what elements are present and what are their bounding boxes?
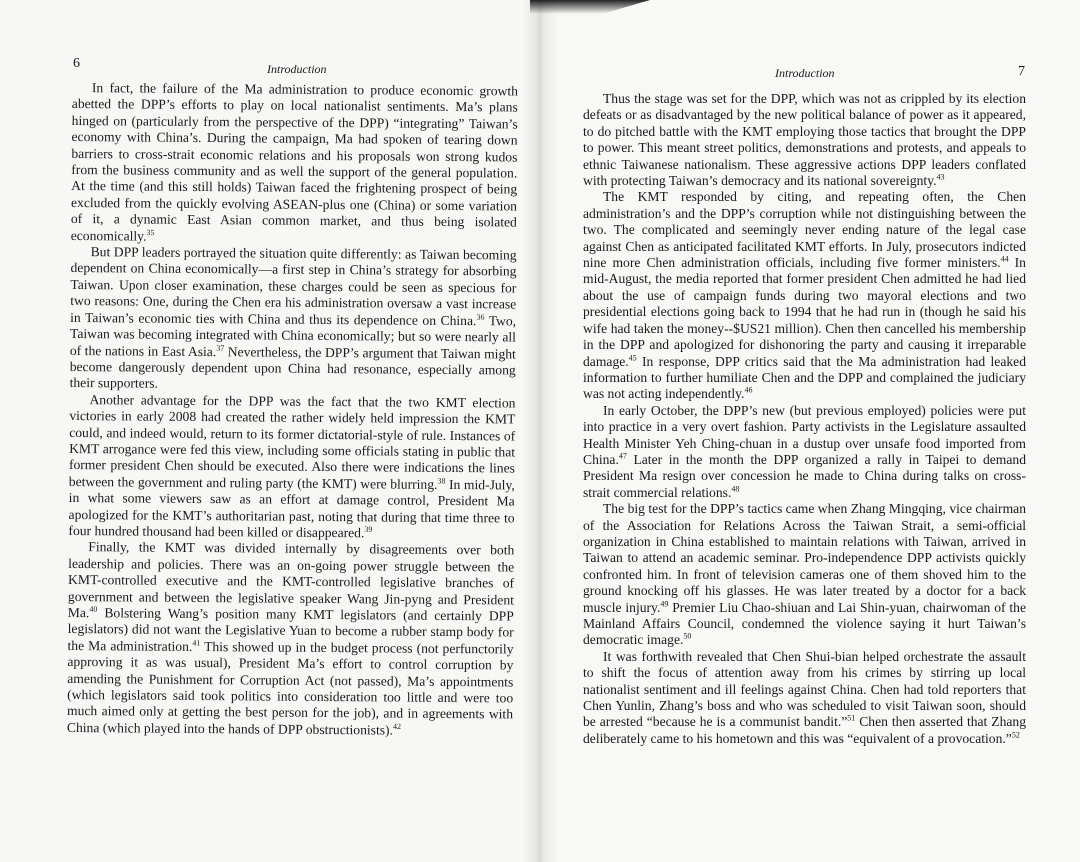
footnote-ref: 36: [476, 312, 485, 322]
footnote-ref: 43: [936, 172, 945, 182]
paragraph: But DPP leaders portrayed the situation quite differently: as Taiwan becoming dependent on China economically—a first step in China’s strategy for absorbing Taiwan. Upon closer examination, these charges could be seen as specious for two reasons: One, during the Chen era his administration oversaw a vast increase in Taiwan’s economic ties with China and thus its dependence on China.$^{36}$ Two, Taiwan was becoming integrated with China economically; but so were nearly all of the nations in East Asia.$^{37}$ Nevertheless, the DPP’s argument that Taiwan might become dangerously dependent upon China had resonance, especially among their supporters.: [69, 244, 517, 391]
footnote-ref: 42: [392, 721, 402, 731]
running-head: Introduction: [775, 66, 835, 80]
footnote-ref: 37: [216, 343, 225, 353]
footnote-ref: 51: [847, 713, 856, 723]
paragraph: In early October, the DPP’s new (but previous employed) policies were put into practice in a very overt fashion. Party activists in the Legislature assaulted Health Minister Yeh Ching-chuan in a dustup over unsafe food imported from China.$^{47}$ Later in the month the DPP organized a rally in Taipei to demand President Ma resign over concession he made to China during talks on cross-strait commercial relations.$^{48}$: [583, 402, 1026, 500]
body-text: [67, 80, 518, 740]
footnote-ref: 39: [364, 524, 373, 534]
footnote-ref: 52: [1011, 730, 1020, 740]
paragraph: In fact, the failure of the Ma administration to produce economic growth abetted the DPP’s efforts to play on local nationalist sentiments. Ma’s plans hinged on (particularly from the perspective of the DPP) “integrating” Taiwan’s economy with China’s. During the campaign, Ma had spoken of tearing down barriers to cross-strait economic relations and his proposals won strong kudos from the business community and as well the support of the general population. At the time (and this still holds) Taiwan faced the frightening prospect of being excluded from the quickly evolving ASEAN-plus one (China) or some variation of it, a dynamic East Asian common market, and thus being isolated economically.$^{35}$: [70, 80, 518, 244]
footnote-ref: 40: [89, 604, 98, 614]
running-head: Introduction: [267, 62, 327, 76]
footnote-ref: 44: [1000, 254, 1009, 264]
footnote-ref: 45: [628, 352, 637, 362]
footnote-ref: 49: [660, 599, 669, 609]
paragraph: Thus the stage was set for the DPP, which was not as crippled by its election defeats or as disadvantaged by the new political balance of power as it appeared, to do pitched battle with the KMT employing those tactics that brought the DPP to power. This meant street politics, demonstrations and protests, and appeals to ethnic Taiwanese nationalism. These aggressive actions DPP leaders conflated with protecting Taiwan’s democracy and its national sovereignty.$^{43}$: [583, 91, 1026, 189]
paragraph: Finally, the KMT was divided internally by disagreements over both leadership and policies. There was an on-going power struggle between the KMT-controlled executive and the KMT-controlled legislative branches of government and between the legislative speaker Wang Jin-pyng and President Ma.$^{40}$ Bolstering Wang’s position many KMT legislators (and certainly DPP legislators) did not want the Legislative Yuan to become a rubber stamp body for the Ma administration.$^{41}$ This showed up in the budget process (not perfunctorily approving it as was usual), President Ma’s effort to control corruption by amending the Punishment for Corruption Act (not passed), Ma’s appointments (which legislators said took politics into consideration too little and were too much aimed only at getting the best person for the job), and in agreements with China (which played into the hands of DPP obstructionists).$^{42}$: [66, 539, 515, 738]
paragraph: The big test for the DPP’s tactics came when Zhang Mingqing, vice chairman of the Association for Relations Across the Taiwan Strait, a semi-official organization in China established to maintain relations with Taiwan, arrived in Taiwan to attend an academic seminar. Pro-independence DPP activists quickly confronted him. In front of television cameras one of them shoved him to the ground knocking off his glasses. He was later treated by a doctor for a back muscle injury.$^{49}$ Premier Liu Chao-shiuan and Lai Shin-yuan, chairwoman of the Mainland Affairs Council, condemned the violence saying it hurt Taiwan’s democratic image.$^{50}$: [583, 501, 1026, 648]
book-gutter: [522, 0, 558, 862]
page-number: 7: [1018, 64, 1025, 79]
paragraph: It was forthwith revealed that Chen Shui-bian helped orchestrate the assault to shift the focus of attention away from his crimes by stirring up local nationalist sentiment and ill feelings against China. Chen had told reporters that Chen Yunlin, Zhang’s boss and who was scheduled to visit Taiwan soon, should be arrested “because he is a communist bandit.”$^{51}$ Chen then asserted that Zhang deliberately came to his hometown and this was “equivalent of a provocation.”$^{52}$: [583, 648, 1026, 746]
footnote-ref: 48: [731, 484, 740, 494]
page-number: 6: [73, 56, 80, 71]
footnote-ref: 46: [744, 385, 753, 395]
paragraph: Another advantage for the DPP was the fact that the two KMT election victories in early 2008 had created the rather widely held impression the KMT could, and indeed would, return to its former dictatorial-style of rule. Instances of KMT arrogance were fed this view, including some officials stating in public that former president Chen should be executed. Also there were indications the lines between the government and ruling party (the KMT) were blurring.$^{38}$ In mid-July, in what some viewers saw as an effort at damage control, President Ma apologized for the KMT’s authoritarian past, noting that during that time three to four hundred thousand had been killed or disappeared.$^{39}$: [68, 391, 516, 541]
footnote-ref: 50: [683, 631, 692, 641]
paragraph: The KMT responded by citing, and repeating often, the Chen administration’s and the DPP’s corruption while not distinguishing between the two. The complicated and seemingly never ending nature of the legal case against Chen as anticipated facilitated KMT efforts. In July, prosecutors indicted nine more Chen administration officials, including five former ministers.$^{44}$ In mid-August, the media reported that former president Chen admitted he had lied about the use of campaign funds during two mayoral elections and two presidential elections going back to 1994 that he had run in (though he said his wife had taken the money--$US21 million). Chen then cancelled his membership in the DPP and apologized for dishonoring the party and causing it irreparable damage.$^{45}$ In response, DPP critics said that the Ma administration had leaked information to further humiliate Chen and the DPP and complained the judiciary was not acting independently.$^{46}$: [583, 189, 1026, 402]
body-text: [583, 91, 1026, 747]
footnote-ref: 38: [437, 476, 446, 486]
footnote-ref: 41: [192, 638, 201, 648]
footnote-ref: 47: [618, 451, 627, 461]
footnote-ref: 35: [146, 227, 155, 237]
